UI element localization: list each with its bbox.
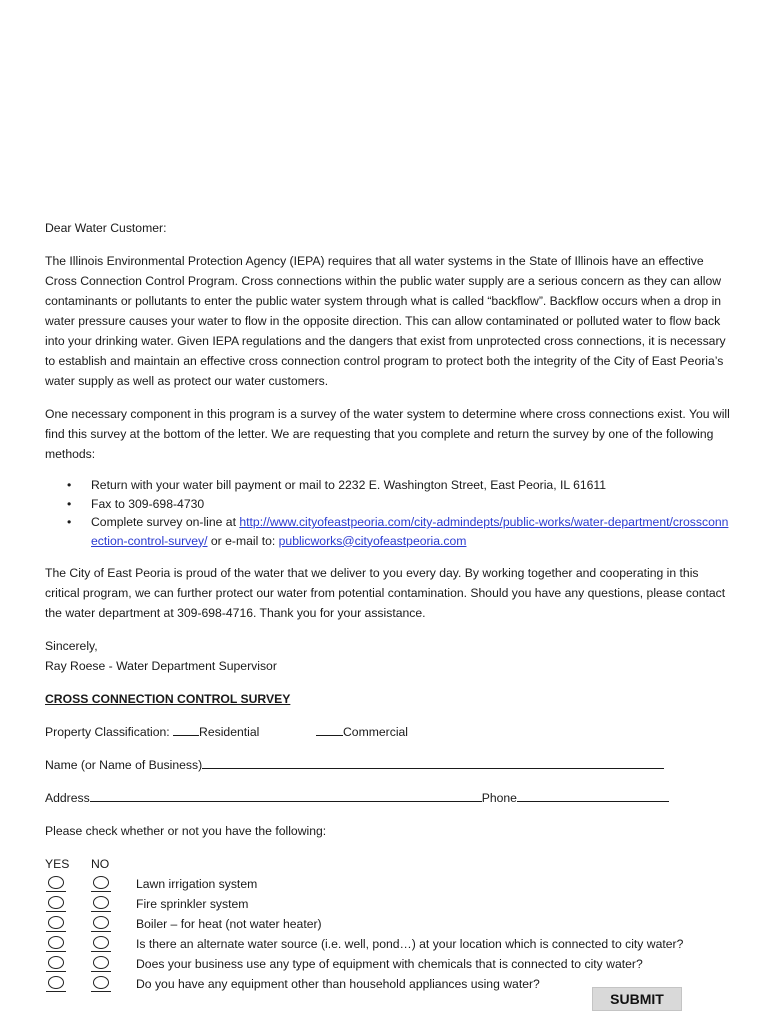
commercial-label: Commercial [343,725,409,739]
paragraph-survey-request: One necessary component in this program is a survey of the water system to determine where cross connections exist. You will find this survey at the bottom of the letter. We are requesting that you complete and return the survey by one of the following methods: [45,407,730,461]
yes-radio-icon[interactable] [48,956,64,969]
name-label: Name (or Name of Business) [45,758,203,772]
list-item [45,476,735,495]
question-text: Do you have any equipment other than household appliances using water? [136,977,540,991]
no-header: NO [91,857,110,871]
bullet-icon: • [67,496,72,511]
classification-label: Property Classification: [45,725,174,739]
question-row [45,894,735,914]
survey-link[interactable]: http://www.cityofeastpeoria.com/city-admindepts/public-works/water-department/crossconnection-control-survey/ [91,515,729,548]
question-row [45,914,735,934]
no-radio-icon[interactable] [93,976,109,989]
residential-blank[interactable] [173,722,199,736]
closing: Sincerely, [45,639,98,653]
yes-radio-icon[interactable] [48,976,64,989]
check-instruction: Please check whether or not you have the following: [45,824,327,838]
paragraph-iepa-requirement: The Illinois Environmental Protection Agency (IEPA) requires that all water systems in the State of Illinois have an effective Cross Connection Control Program. Cross connections within the public water supply are a serious concern as they can allow contaminants or pollutants to enter the public water system through what is called “backflow”. Backflow occurs when a drop in water pressure causes your water to flow in the opposite direction. This can allow contaminated or polluted water to flow back into your drinking water. Given IEPA regulations and the dangers that exist from unprotected cross connections, it is necessary to establish and maintain an effective cross connection control program to protect both the integrity of the City of East Peoria’s water supply as well as protect our water customers. [45,254,726,388]
method-email-text: or e-mail to: [207,533,279,548]
phone-field[interactable] [517,788,669,802]
question-text: Does your business use any type of equipment with chemicals that is connected to city water? [136,957,643,971]
no-radio-icon[interactable] [93,916,109,929]
email-link[interactable]: publicworks@cityofeastpeoria.com [278,533,467,548]
survey-title: CROSS CONNECTION CONTROL SURVEY [45,692,291,706]
list-item [45,495,735,514]
residential-label: Residential [199,725,260,739]
property-classification-row [45,722,735,742]
paragraph-closing-note: The City of East Peoria is proud of the water that we deliver to you every day. By working together and cooperating in this critical program, we can further protect our water from potential contamination. Should you have any questions, please contact the water department at 309-698-4716. Thank you for your assistance. [45,566,726,620]
no-radio-icon[interactable] [93,956,109,969]
survey-questions [45,874,735,994]
yes-radio-icon[interactable] [48,936,64,949]
method-fax: Fax to 309-698-4730 [91,496,205,511]
letter-page [45,218,735,994]
yes-no-header [45,854,735,874]
no-radio-icon[interactable] [93,876,109,889]
name-row [45,755,735,775]
bullet-icon: • [67,515,72,529]
no-radio-icon[interactable] [93,936,109,949]
signature: Ray Roese - Water Department Supervisor [45,659,277,673]
address-label: Address [45,791,90,805]
question-row [45,934,735,954]
method-mail: Return with your water bill payment or mail to 2232 E. Washington Street, East Peoria, IL 61611 [91,478,607,492]
question-row [45,874,735,894]
commercial-blank[interactable] [316,722,343,736]
name-field[interactable] [202,755,664,769]
greeting: Dear Water Customer: [45,221,167,235]
yes-radio-icon[interactable] [48,896,64,909]
method-online-prefix: Complete survey on-line at [91,515,240,529]
question-row [45,954,735,974]
submit-button[interactable]: SUBMIT [592,987,682,1011]
bullet-icon: • [67,478,72,492]
commercial-option [316,722,408,742]
question-text: Lawn irrigation system [136,877,258,891]
address-row [45,788,735,808]
no-radio-icon[interactable] [93,896,109,909]
question-text: Is there an alternate water source (i.e. well, pond…) at your location which is connected to city water? [136,937,684,951]
yes-radio-icon[interactable] [48,916,64,929]
phone-label: Phone [481,791,517,805]
question-text: Boiler – for heat (not water heater) [136,917,322,931]
list-item [45,513,735,550]
yes-header: YES [45,857,70,871]
address-field[interactable] [90,788,482,802]
return-methods-list [45,476,735,550]
yes-radio-icon[interactable] [48,876,64,889]
question-text: Fire sprinkler system [136,897,249,911]
